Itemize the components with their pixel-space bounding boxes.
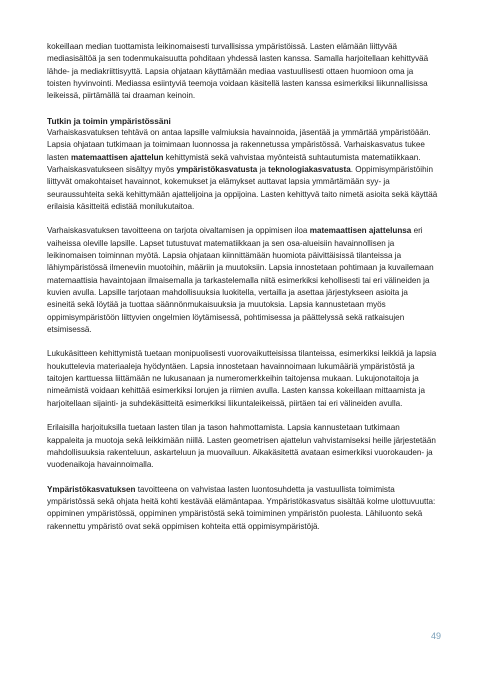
text-run: tavoitteena on vahvistaa lasten luontosuhdetta ja vastuullista toimimista ympäristössä sekä ohjata heitä kohti kestävää elämäntapaa. Ympäristökasvatus sisältää kolme ulottuvuutta: oppiminen ympäristössä, oppiminen ympäristöstä sekä toimiminen ympäristön puolesta. Lähiluonto sekä rakennettu ympäristö ovat sekä oppimisen kohteita että oppimisympäristöjä. [47,484,436,531]
text-run: . Oppimisympäristöihin liittyvät omakohtaiset havainnot, kokemukset ja elämykset auttavat lapsia ymmärtämään syy- ja seuraussuhteita sekä kehittymään ajattelijoina ja oppijoina. Lasten kehittyvä taito nimetä asioita sekä käyttää erilaisia käsitteitä edistää monilukutaitoa. [47,164,438,211]
paragraph-number-concept: Lukukäsitteen kehittymistä tuetaan monipuolisesti vuorovaikutteisissa tilanteissa, esimerkiksi leikkiä ja lapsia houkuttelevia materiaaleja hyödyntäen. Lapsia innostetaan havainnoimaan lukumääriä ympäristöstä ja taitojen karttuessa liittämään ne lukusanaan ja numeromerkkeihin taitojensa mukaan. Lukujonotaitoja ja nimeämistä voidaan kehittää esimerkiksi lorujen ja riimien avulla. Lasten kanssa kokeillaan mittaamista ja harjoitellaan sijainti- ja suhdekäsitteitä esimerkiksi liikuntaleikeissä, piirtäen tai eri välineiden avulla. [47,349,437,408]
paragraph-environmental-education [47,484,438,533]
bold-term: Ympäristökasvatuksen [47,484,136,494]
page-number: 49 [431,631,442,641]
bold-term: matemaattisen ajattelunsa [309,226,412,236]
text-run: Varhaiskasvatuksen tehtävä on antaa lapsille valmiuksia havainnoida, jäsentää ja ymmärtää ympäristöään. Lapsia ohjataan tutkimaan ja toimimaan luonnossa ja rakennetussa ympäristössä. Varhaiskasvatus tukee lasten [47,128,431,162]
bold-term: matemaattisen ajattelun [70,152,164,162]
text-run: eri vaiheissa oleville lapsille. Lapset tutustuvat matematiikkaan ja sen osa-alueisiin havainnollisen ja leikinomaisen toiminnan myötä. Lapsia ohjataan kiinnittämään huomiota päivittäisissä tilanteissa ja lähiympäristössä ilmeneviin muotoihin, määriin ja muutoksiin. Lapsia innostetaan pohtimaan ja kuvailemaan matemaattisia havaintojaan ilmaisemalla ja tarkastelemalla niitä esimerkiksi kehollisesti tai eri välineiden ja kuvien avulla. Lapsille tarjotaan mahdollisuuksia luokitella, vertailla ja asettaa järjestykseen asioita ja esineitä sekä löytää ja tuottaa säännönmukaisuuksia ja muutoksia. Lapsia kannustetaan myös oppimisympäristöön liittyvien ongelmien löytämisessä, pohtimisessa ja päättelyssä sekä ratkaisujen etsimisessä. [47,226,434,334]
paragraph-space-and-shapes: Erilaisilla harjoituksilla tuetaan lasten tilan ja tason hahmottamista. Lapsia kannustetaan tutkimaan kappaleita ja muotoja sekä leikkimään niillä. Lasten geometrisen ajattelun vahvistamiseksi heille järjestetään mahdollisuuksia rakenteluun, askarteluun ja muovailuun. Aikakäsitettä avataan esimerkiksi vuorokauden- ja vuodenaikoja havainnoimalla. [47,423,436,470]
page-content [47,41,438,533]
bold-term: teknologiakasvatusta [268,164,351,174]
bold-term: ympäristökasvatusta [176,164,258,174]
text-run: Varhaiskasvatuksen tavoitteena on tarjota oivaltamisen ja oppimisen iloa [47,226,310,236]
paragraph-mathematical-thinking [47,127,438,213]
section-heading: Tutkin ja toimin ympäristössäni [47,115,171,126]
intro-paragraph: kokeillaan median tuottamista leikinomaisesti turvallisissa ympäristöissä. Lasten elämään liittyvää mediasisältöä ja sen todenmukaisuutta pohditaan yhdessä lasten kanssa. Samalla harjoitellaan kehittyvää lähde- ja mediakriittisyyttä. Lapsia ohjataan käyttämään mediaa vastuullisesti ottaen huomioon oma ja toisten hyvinvointi. Mediassa esiintyviä teemoja voidaan käsitellä lasten kanssa esimerkiksi liikunnallisissa leikeissä, piirtämällä tai draaman keinoin. [47,42,429,101]
text-run: ja [257,164,269,174]
text-run: kehittymistä sekä vahvistaa myönteistä suhtautumista matematiikkaan. Varhaiskasvatukseen sisältyy myös [47,152,421,174]
paragraph-math-goals [47,225,438,336]
